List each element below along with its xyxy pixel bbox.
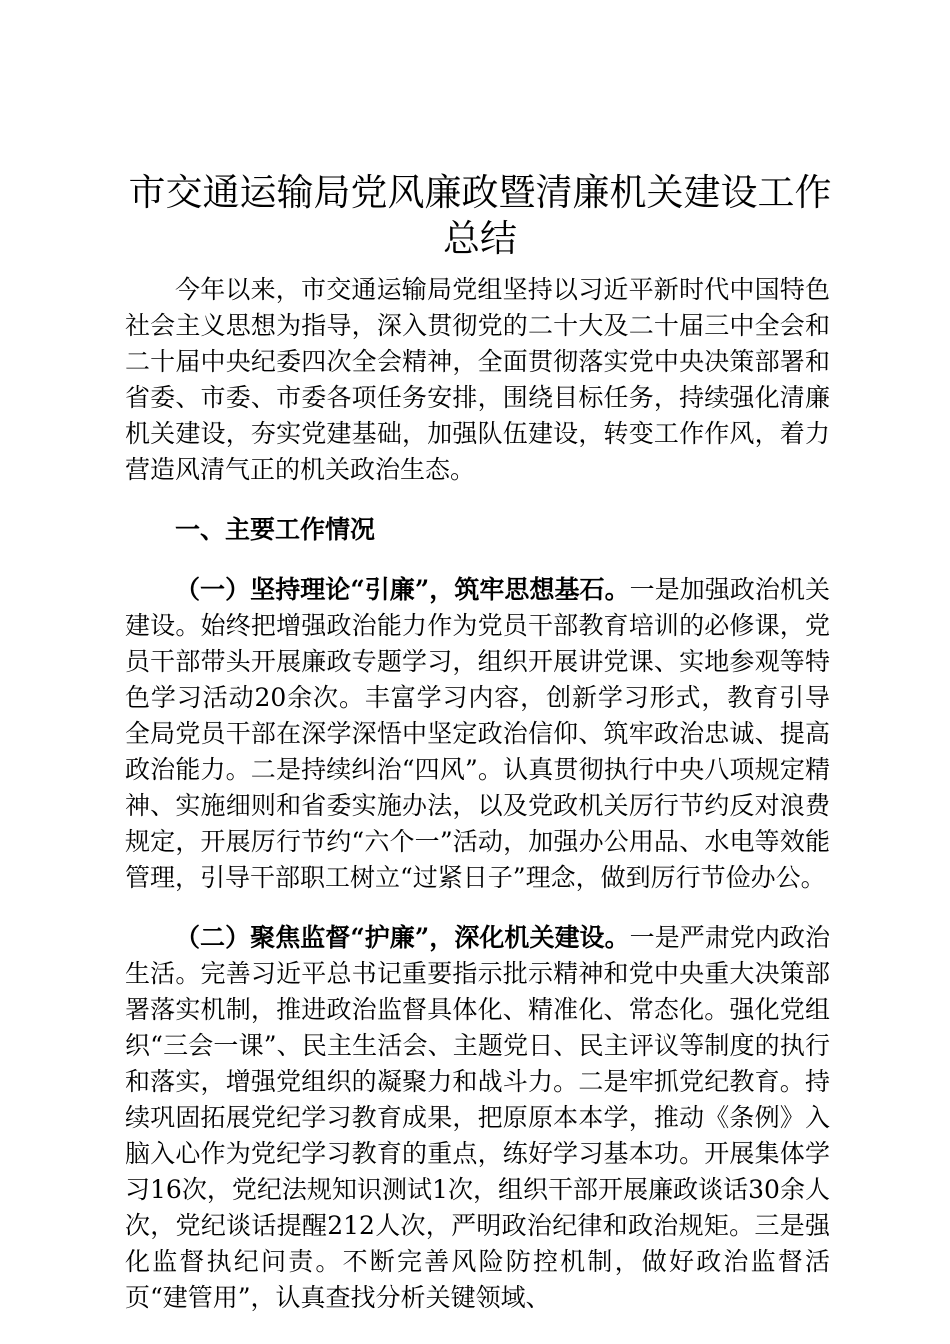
intro-paragraph: 今年以来，市交通运输局党组坚持以习近平新时代中国特色社会主义思想为指导，深入贯彻党的二十大及二十届三中全会和二十届中央纪委四次全会精神，全面贯彻落实党中央决策部署和省委、市委、市委各项任务安排，围绕目标任务，持续强化清廉机关建设，夯实党建基础，加强队伍建设，转变工作作风，着力营造风清气正的机关政治生态。 [125,275,830,484]
subsection-paragraph-1 [125,572,830,896]
subsection-lead-2: （二）聚焦监督“护廉”，深化机关建设。 [175,923,630,952]
subsection-text-1: 一是加强政治机关建设。始终把增强政治能力作为党员干部教育培训的必修课，党员干部带头开展廉政专题学习，组织开展讲党课、实地参观等特色学习活动20余次。丰富学习内容，创新学习形式，教育引导全局党员干部在深学深悟中坚定政治信仰、筑牢政治忠诚、提高政治能力。二是持续纠治“四风”。认真贯彻执行中央八项规定精神、实施细则和省委实施办法，以及党政机关厉行节约反对浪费规定，开展厉行节约“六个一”活动，加强办公用品、水电等效能管理，引导干部职工树立“过紧日子”理念，做到厉行节俭办公。 [125,575,830,892]
document-title: 市交通运输局党风廉政暨清廉机关建设工作总结 [128,171,832,260]
section-heading: 一、主要工作情况 [175,515,376,544]
document-body [125,272,830,1340]
subsection-lead-1: （一）坚持理论“引廉”，筑牢思想基石。 [175,575,630,604]
subsection-text-2: 一是严肃党内政治生活。完善习近平总书记重要指示批示精神和党中央重大决策部署落实机制，推进政治监督具体化、精准化、常态化。强化党组织“三会一课”、民主生活会、主题党日、民主评议等制度的执行和落实，增强党组织的凝聚力和战斗力。二是牢抓党纪教育。持续巩固拓展党纪学习教育成果，把原原本本学，推动《条例》入脑入心作为党纪学习教育的重点，练好学习基本功。开展集体学习16次，党纪法规知识测试1次，组织干部开展廉政谈话30余人次，党纪谈话提醒212人次，严明政治纪律和政治规矩。三是强化监督执纪问责。不断完善风险防控机制，做好政治监督活页“建管用”，认真查找分析关键领域、 [125,923,830,1312]
subsection-paragraph-2 [125,920,830,1316]
